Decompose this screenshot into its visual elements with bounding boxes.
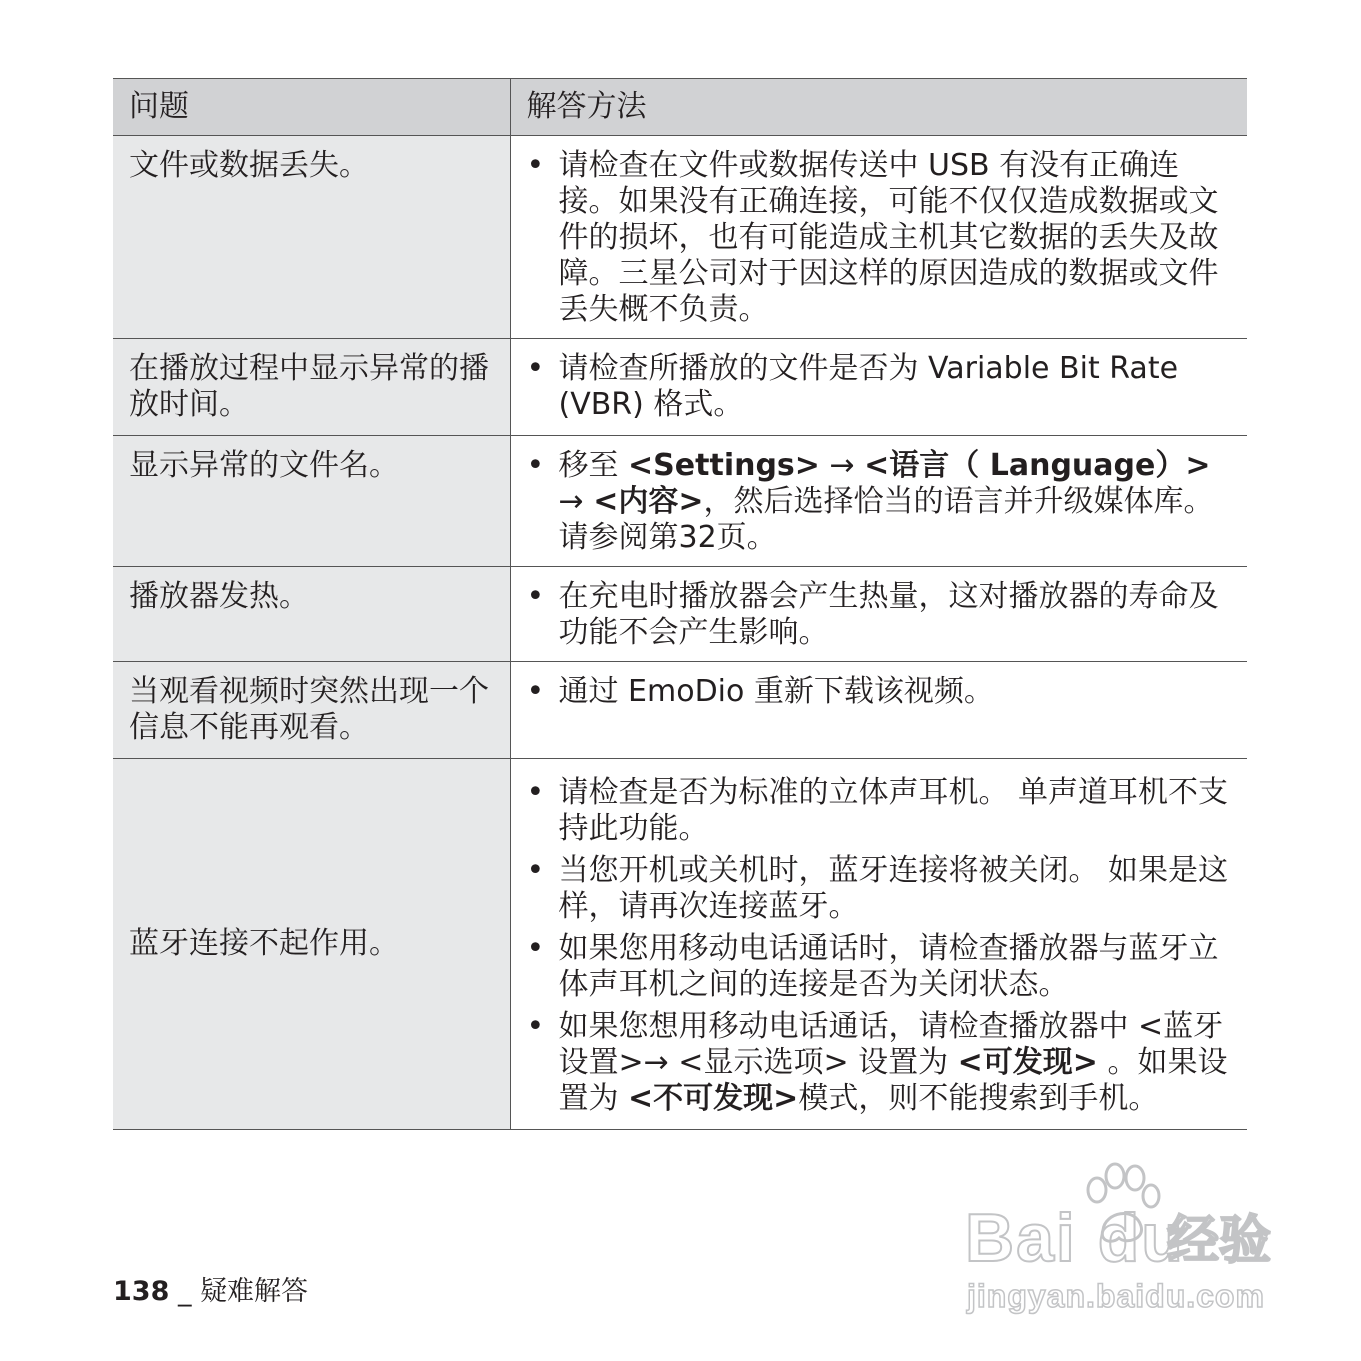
question-cell: 播放器发热。 xyxy=(113,567,510,662)
answer-cell xyxy=(510,662,1247,759)
answer-cell xyxy=(510,339,1247,436)
answer-text: 移至 xyxy=(558,448,629,483)
option-discoverable: <可发现> xyxy=(957,1045,1098,1080)
answer-cell xyxy=(510,136,1247,339)
menu-settings: <Settings> xyxy=(628,448,820,483)
table-row xyxy=(113,662,1247,759)
table-row xyxy=(113,567,1247,662)
question-cell: 文件或数据丢失。 xyxy=(113,136,510,339)
menu-language: <语言（ Language）> xyxy=(864,448,1211,483)
table-header-row xyxy=(113,79,1247,136)
question-cell: 在播放过程中显示异常的播放时间。 xyxy=(113,339,510,436)
question-cell: 显示异常的文件名。 xyxy=(113,436,510,567)
answer-text: ，然后选择恰当的语言并升级媒体库。请参阅第32页。 xyxy=(558,484,1214,555)
table-row xyxy=(113,759,1247,1130)
question-cell: 蓝牙连接不起作用。 xyxy=(113,759,510,1130)
arrow-text: → xyxy=(819,448,865,483)
answer-cell xyxy=(510,436,1247,567)
question-cell: 当观看视频时突然出现一个信息不能再观看。 xyxy=(113,662,510,759)
answer-item xyxy=(525,1009,1230,1117)
answer-item xyxy=(525,448,1230,556)
answer-list xyxy=(525,448,1230,556)
answer-list xyxy=(525,351,1230,423)
header-answer: 解答方法 xyxy=(510,79,1247,136)
answer-item: • 如果您用移动电话通话时，请检查播放器与蓝牙立体声耳机之间的连接是否为关闭状态。 xyxy=(525,931,1230,1003)
answer-list xyxy=(525,579,1230,651)
answer-text: 如果您想用移动电话通话，请检查播放器中 <蓝牙设置>→ <显示选项> 设置为 xyxy=(558,1009,1224,1080)
answer-text: 。如果设置为 xyxy=(558,1045,1228,1116)
troubleshooting-table xyxy=(113,78,1247,1130)
watermark-brand-cn: 经验 xyxy=(1167,1211,1272,1271)
section-title: 疑难解答 xyxy=(200,1276,309,1307)
answer-item: • 通过 EmoDio 重新下载该视频。 xyxy=(525,674,1230,710)
watermark-url: jingyan.baidu.com xyxy=(967,1278,1265,1314)
page-footer xyxy=(113,1274,308,1310)
arrow-text: → xyxy=(558,484,594,519)
answer-item: • 请检查是否为标准的立体声耳机。 单声道耳机不支持此功能。 xyxy=(525,775,1230,847)
answer-list xyxy=(525,148,1230,328)
footer-separator: _ xyxy=(177,1276,192,1307)
watermark-brand: Bai du xyxy=(965,1200,1185,1276)
answer-item: • 当您开机或关机时，蓝牙连接将被关闭。 如果是这样，请再次连接蓝牙。 xyxy=(525,853,1230,925)
option-not-discoverable: <不可发现> xyxy=(628,1081,799,1116)
answer-cell xyxy=(510,567,1247,662)
answer-item: • 请检查所播放的文件是否为 Variable Bit Rate (VBR) 格式。 xyxy=(525,351,1230,423)
page-number: 138 xyxy=(113,1276,170,1307)
answer-cell xyxy=(510,759,1247,1130)
answer-text: 模式，则不能搜索到手机。 xyxy=(798,1081,1159,1116)
baidu-watermark xyxy=(965,1160,1285,1320)
table-row xyxy=(113,436,1247,567)
table-row xyxy=(113,136,1247,339)
answer-list xyxy=(525,674,1230,710)
answer-list xyxy=(525,775,1230,1117)
answer-item: • 请检查在文件或数据传送中 USB 有没有正确连接。如果没有正确连接，可能不仅仅造成数据或文件的损坏，也有可能造成主机其它数据的丢失及故障。三星公司对于因这样的原因造成的数据或文件丢失概不负责。 xyxy=(525,148,1230,328)
menu-content: <内容> xyxy=(593,484,704,519)
answer-item: • 在充电时播放器会产生热量，这对播放器的寿命及功能不会产生影响。 xyxy=(525,579,1230,651)
table-row xyxy=(113,339,1247,436)
header-question: 问题 xyxy=(113,79,510,136)
